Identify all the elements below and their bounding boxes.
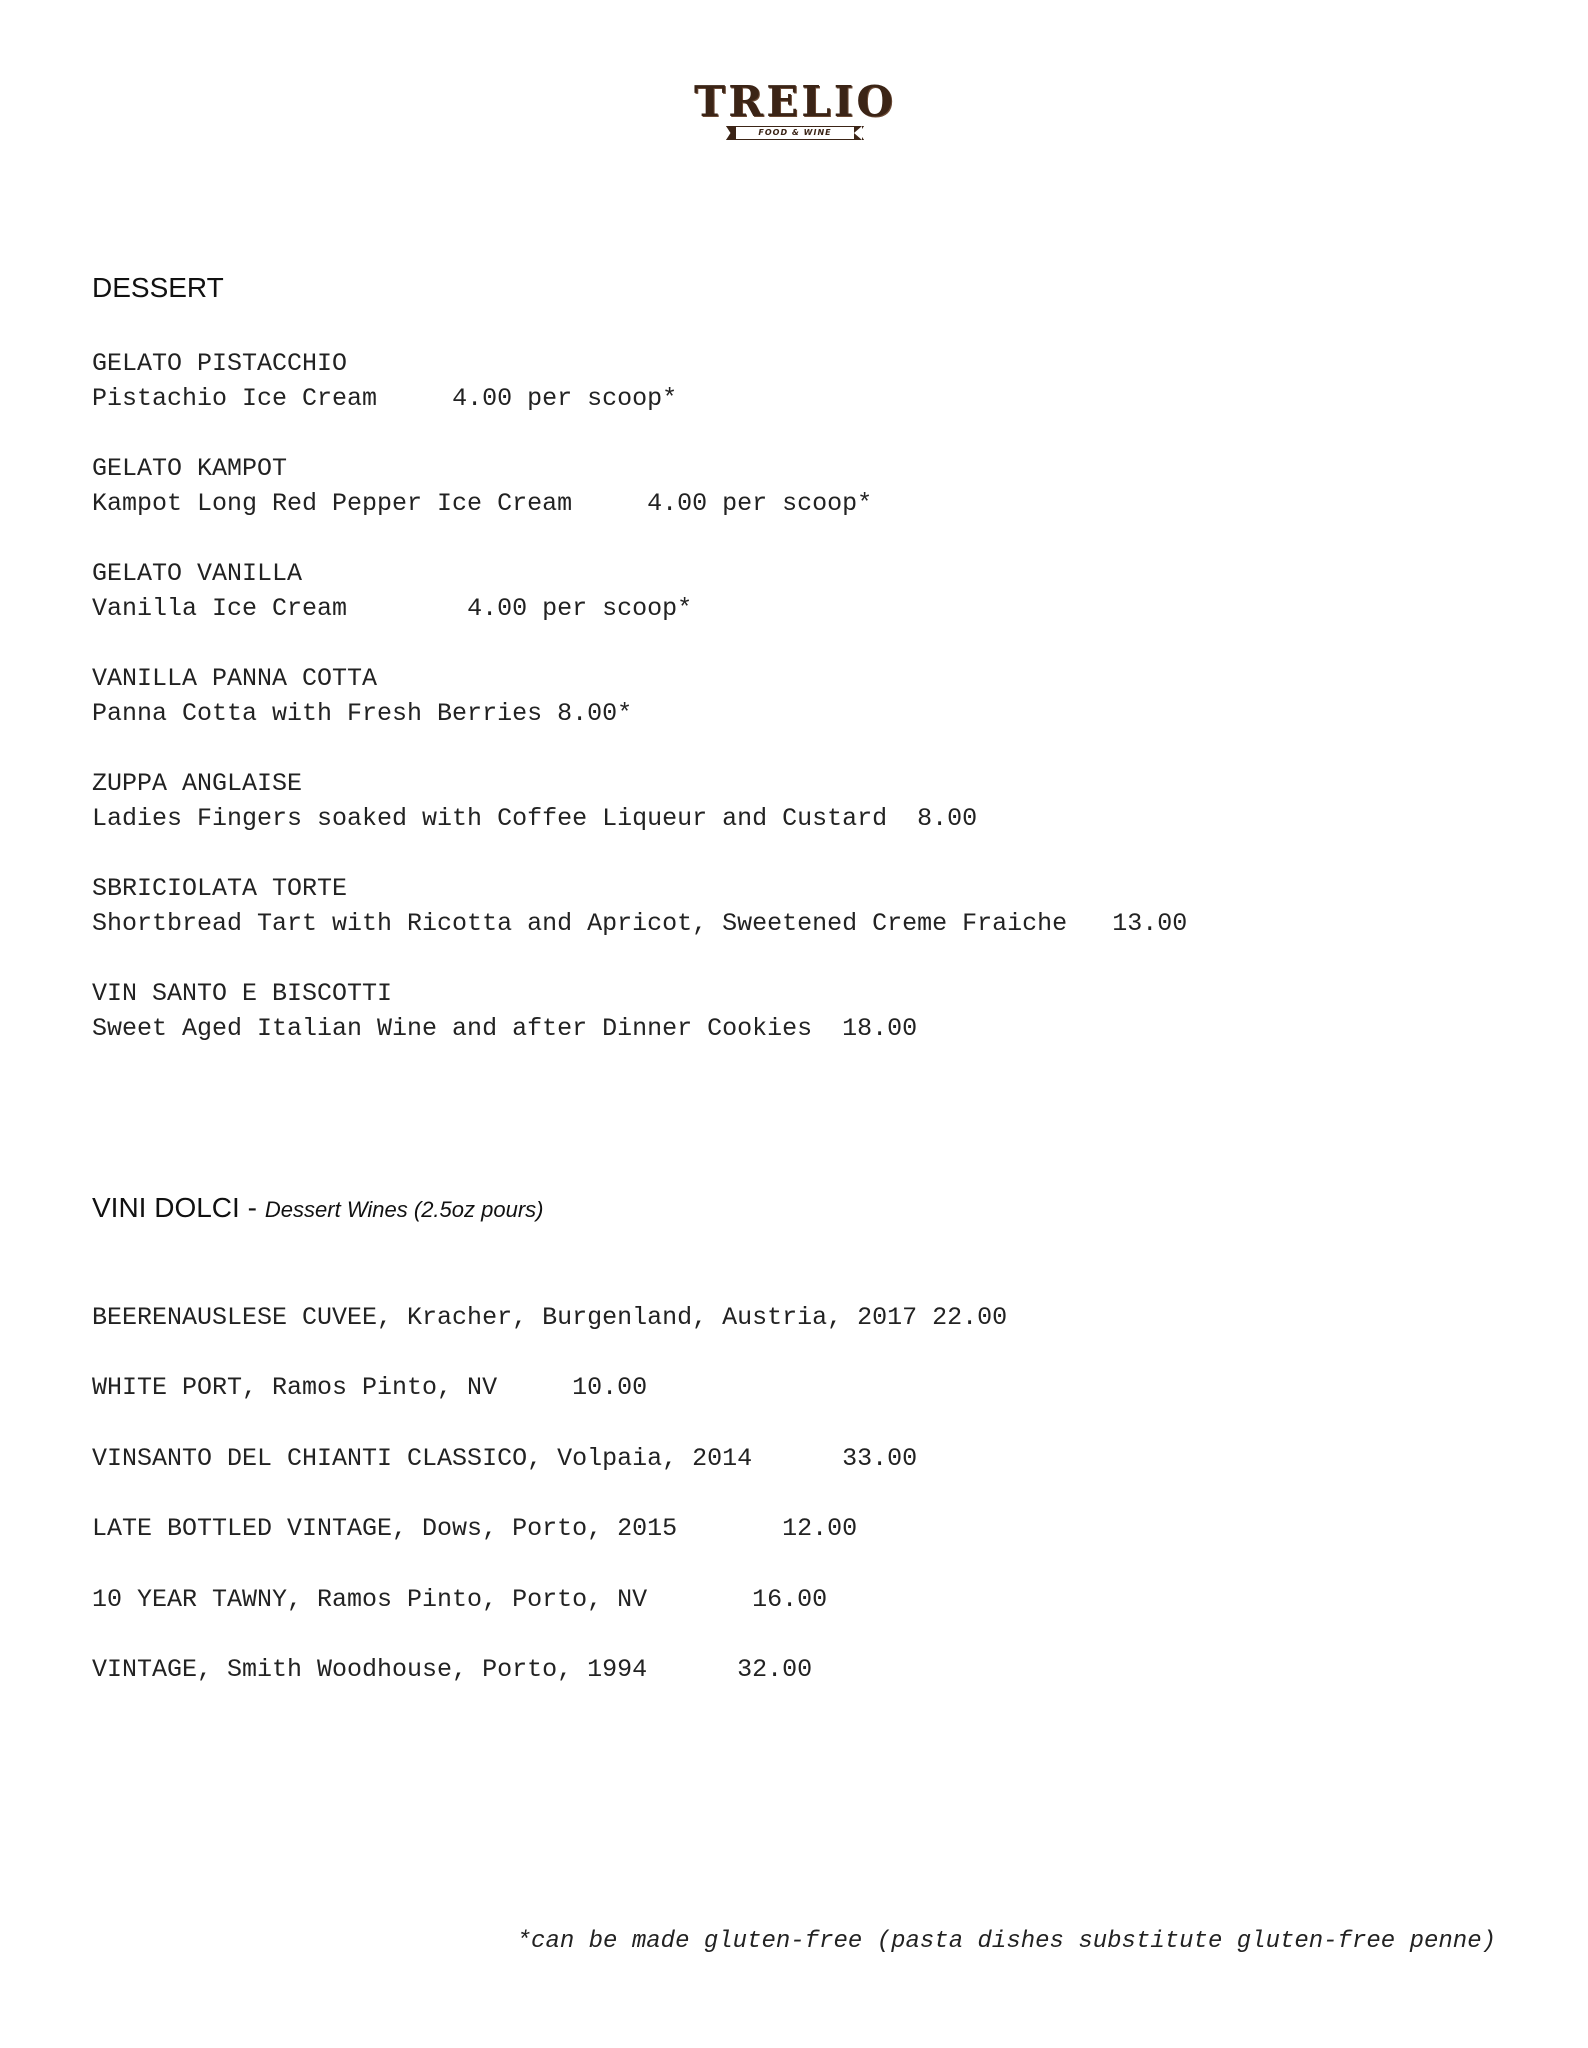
dessert-heading <box>92 272 224 304</box>
dessert-price: 4.00 per scoop* <box>647 489 873 518</box>
dessert-name: GELATO KAMPOT <box>92 454 288 483</box>
restaurant-logo <box>690 78 900 153</box>
dessert-list <box>92 346 1392 1081</box>
wine-name: VINSANTO DEL CHIANTI CLASSICO, Volpaia, 2014 <box>92 1443 753 1473</box>
wine-price: 32.00 <box>737 1654 813 1684</box>
dessert-description: Vanilla Ice Cream <box>92 594 348 623</box>
dessert-name: GELATO PISTACCHIO <box>92 349 348 378</box>
logo-tagline: FOOD & WINE <box>758 128 832 137</box>
dessert-price: 4.00 per scoop* <box>467 594 693 623</box>
dessert-wines-heading <box>92 1192 544 1224</box>
wine-price: 12.00 <box>782 1514 858 1544</box>
dessert-name: SBRICIOLATA TORTE <box>92 874 348 903</box>
dessert-title: DESSERT <box>92 272 224 303</box>
wine-price: 33.00 <box>842 1443 918 1473</box>
dessert-description: Kampot Long Red Pepper Ice Cream <box>92 489 573 518</box>
wine-price: 16.00 <box>752 1584 828 1614</box>
dessert-name: ZUPPA ANGLAISE <box>92 769 303 798</box>
dessert-description: Ladies Fingers soaked with Coffee Liqueur and Custard <box>92 804 888 833</box>
dessert-wines-title: VINI DOLCI - <box>92 1192 257 1223</box>
dessert-item <box>92 556 1392 661</box>
dessert-price: 13.00 <box>1112 909 1188 938</box>
logo-wordmark: TRELIO <box>694 77 896 126</box>
dessert-description-line <box>92 591 1392 626</box>
dessert-price: 8.00 <box>917 804 978 833</box>
wine-item <box>92 1511 1392 1581</box>
wine-item <box>92 1582 1392 1652</box>
dessert-item <box>92 766 1392 871</box>
dessert-wines-subtitle: Dessert Wines (2.5oz pours) <box>264 1197 544 1222</box>
wine-price: 10.00 <box>572 1373 648 1403</box>
dessert-description-line <box>92 1011 1392 1046</box>
wine-name: WHITE PORT, Ramos Pinto, NV <box>92 1373 498 1403</box>
dessert-description: Sweet Aged Italian Wine and after Dinner Cookies <box>92 1014 813 1043</box>
dessert-price: 4.00 per scoop* <box>452 384 678 413</box>
wine-price: 22.00 <box>932 1303 1008 1332</box>
dessert-description-line <box>92 381 1392 416</box>
logo-ribbon <box>736 126 854 140</box>
dessert-description-line <box>92 696 1392 731</box>
dessert-description-line <box>92 486 1392 521</box>
dessert-item <box>92 871 1392 976</box>
dessert-name: VANILLA PANNA COTTA <box>92 664 378 693</box>
dessert-wine-list <box>92 1300 1392 1722</box>
wine-name: VINTAGE, Smith Woodhouse, Porto, 1994 <box>92 1654 648 1684</box>
wine-item <box>92 1370 1392 1440</box>
wine-item <box>92 1441 1392 1511</box>
wine-item <box>92 1300 1392 1370</box>
dessert-description: Pistachio Ice Cream <box>92 384 378 413</box>
wine-item <box>92 1652 1392 1722</box>
dessert-description-line <box>92 801 1392 836</box>
dessert-description: Shortbread Tart with Ricotta and Apricot, Sweetened Creme Fraiche <box>92 909 1068 938</box>
wine-name: LATE BOTTLED VINTAGE, Dows, Porto, 2015 <box>92 1514 678 1544</box>
gluten-free-footnote: *can be made gluten-free (pasta dishes substitute gluten-free penne) <box>516 1928 1496 1955</box>
dessert-name: VIN SANTO E BISCOTTI <box>92 979 393 1008</box>
dessert-price: 8.00* <box>557 699 633 728</box>
dessert-price: 18.00 <box>842 1014 918 1043</box>
dessert-item <box>92 451 1392 556</box>
wine-name: 10 YEAR TAWNY, Ramos Pinto, Porto, NV <box>92 1584 648 1614</box>
dessert-name: GELATO VANILLA <box>92 559 303 588</box>
dessert-description: Panna Cotta with Fresh Berries <box>92 699 543 728</box>
dessert-description-line <box>92 906 1392 941</box>
dessert-item <box>92 976 1392 1081</box>
dessert-item <box>92 346 1392 451</box>
wine-name: BEERENAUSLESE CUVEE, Kracher, Burgenland, Austria, 2017 <box>92 1303 918 1332</box>
dessert-item <box>92 661 1392 766</box>
